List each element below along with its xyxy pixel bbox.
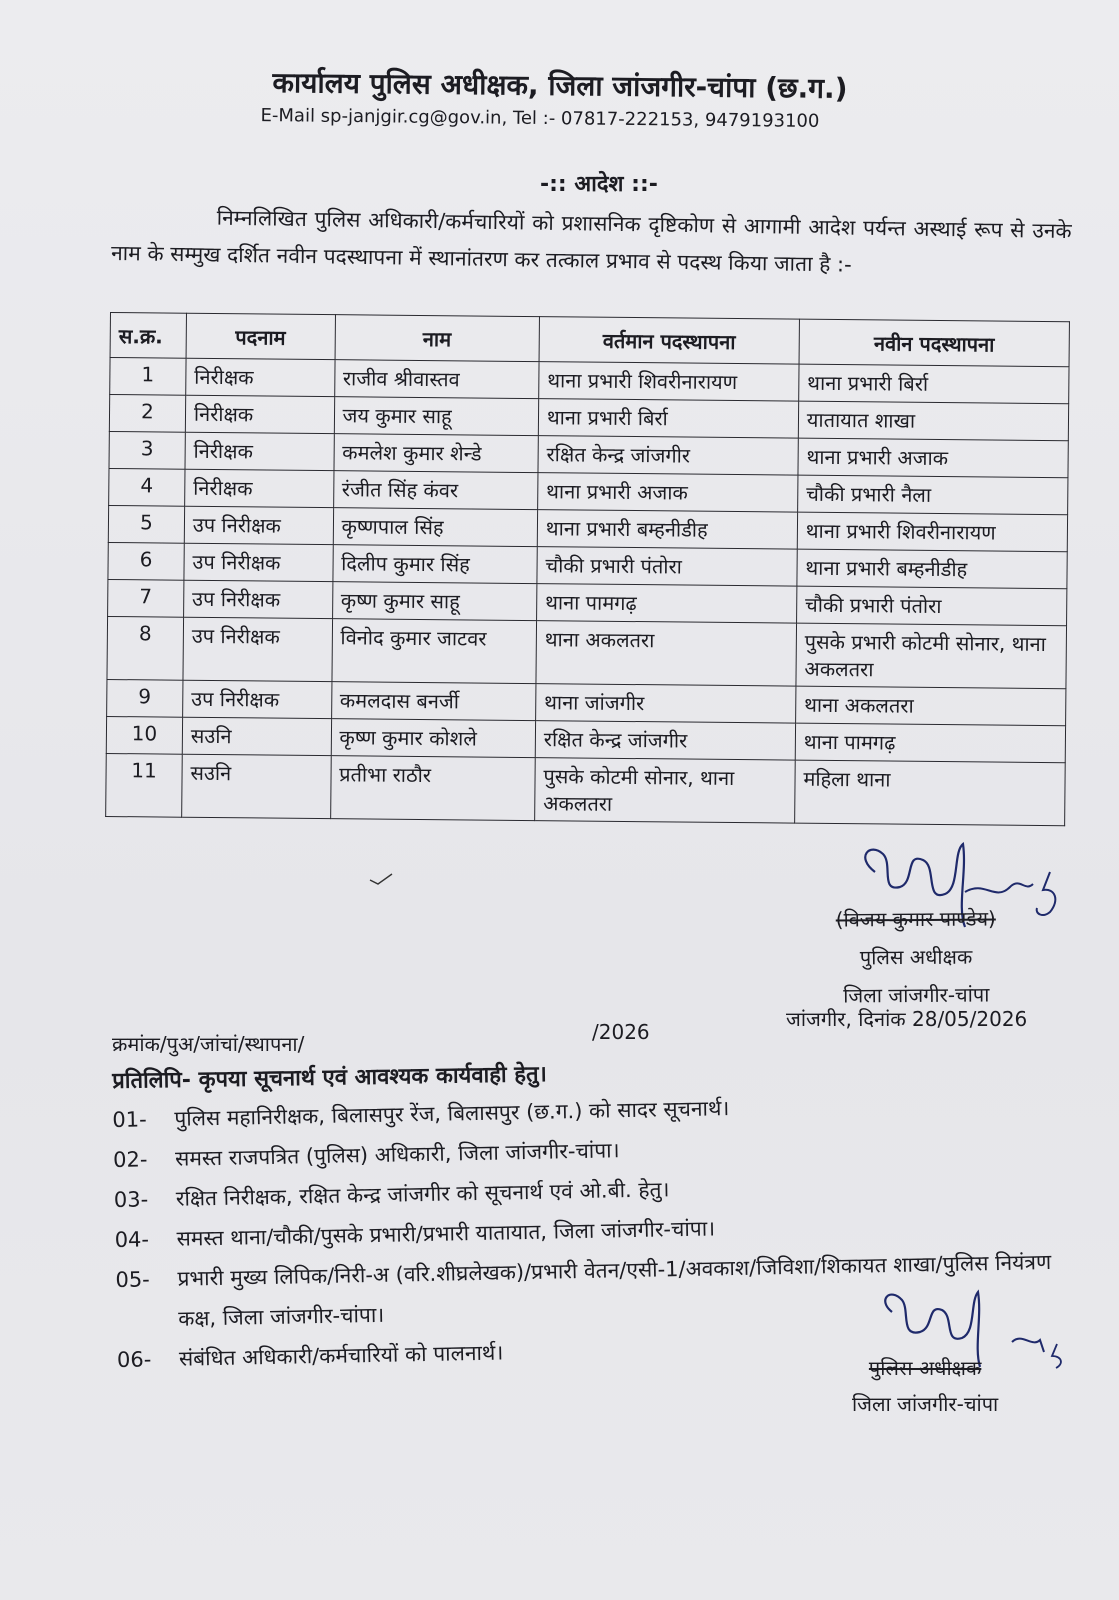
cell-serial: 6 [108, 542, 184, 580]
cell-name: जय कुमार साहू [334, 397, 539, 436]
cell-new-posting: थाना प्रभारी शिवरीनारायण [797, 512, 1067, 552]
signatory-district: जिला जांजगीर-चांपा [843, 982, 990, 1008]
cell-serial: 9 [107, 679, 183, 717]
cell-rank: निरीक्षक [184, 469, 333, 507]
cell-name: कृष्णपाल सिंह [333, 508, 538, 547]
cell-rank: निरीक्षक [185, 432, 334, 470]
office-title: कार्यालय पुलिस अधीक्षक, जिला जांजगीर-चांपा (छ.ग.) [272, 65, 848, 106]
list-item-text: रक्षित निरीक्षक, रक्षित केन्द्र जांजगीर को सूचनार्थ एवं ओ.बी. हेतु। [175, 1177, 670, 1211]
cell-serial: 7 [108, 579, 184, 617]
cell-name: दिलीप कुमार सिंह [332, 545, 537, 584]
list-item-text: समस्त थाना/चौकी/पुसके प्रभारी/प्रभारी यातायात, जिला जांजगीर-चांपा। [176, 1216, 716, 1251]
cell-name: कृष्ण कुमार कोशले [331, 719, 536, 758]
reference-line [112, 1020, 672, 1057]
place-date: जांजगीर, दिनांक 28/05/2026 [786, 1007, 1028, 1031]
reference-year: /2026 [592, 1020, 650, 1044]
cell-current-posting: थाना जांजगीर [536, 684, 796, 723]
cell-rank: उप निरीक्षक [183, 580, 332, 618]
cell-rank: उप निरीक्षक [183, 617, 332, 681]
cell-new-posting: महिला थाना [795, 760, 1066, 826]
cell-rank: सउनि [182, 717, 331, 755]
list-item-text: प्रभारी मुख्य लिपिक/निरी-अ (वरि.शीघ्रलेखक)/प्रभारी वेतन/एसी-1/अवकाश/जिविशा/शिकायत शाखा/पुलिस नियंत्रण कक्ष, जिला जांजगीर-चांपा। [177, 1250, 1052, 1331]
cell-current-posting: रक्षित केन्द्र जांजगीर [538, 436, 798, 475]
cell-new-posting: थाना प्रभारी अजाक [798, 438, 1068, 478]
cell-rank: निरीक्षक [186, 358, 335, 396]
cell-serial: 3 [109, 431, 185, 469]
list-item-number: 02- [112, 1147, 148, 1172]
copy-heading: प्रतिलिपि- कृपया सूचनार्थ एवं आवश्यक कार्यवाही हेतु। [112, 1062, 548, 1094]
signatory-district: जिला जांजगीर-चांपा [852, 1392, 999, 1416]
signatory-designation: पुलिस अधीक्षक [868, 1356, 982, 1380]
cell-serial: 11 [106, 753, 182, 817]
cell-name: प्रतीभा राठौर [330, 756, 535, 821]
order-heading: -:: आदेश ::- [540, 172, 658, 197]
signatory-name: (विजय कुमार पाण्डेय) [835, 906, 996, 932]
cell-current-posting: थाना प्रभारी बिर्रा [538, 399, 798, 438]
transfer-table [105, 312, 1070, 826]
cell-new-posting: पुसके प्रभारी कोटमी सोनार, थाना अकलतरा [796, 623, 1067, 689]
list-item-text: समस्त राजपत्रित (पुलिस) अधिकारी, जिला जांजगीर-चांपा। [174, 1138, 620, 1171]
cell-current-posting: चौकी प्रभारी पंतोरा [537, 547, 797, 586]
signatory-designation: पुलिस अधीक्षक [859, 944, 973, 970]
cell-serial: 5 [108, 505, 184, 543]
signature-block-copy [852, 1350, 998, 1422]
col-header-name: नाम [335, 315, 540, 362]
col-header-current-posting: वर्तमान पदस्थापना [539, 317, 799, 364]
cell-name: कमलेश कुमार शेन्डे [334, 434, 539, 473]
table-row [106, 753, 1066, 825]
list-item-text: संबंधित अधिकारी/कर्मचारियों को पालनार्थ। [178, 1340, 504, 1371]
cell-current-posting: थाना अकलतरा [536, 621, 797, 686]
cell-new-posting: चौकी प्रभारी नैला [797, 475, 1067, 515]
signature-block [836, 899, 997, 1014]
cell-serial: 10 [106, 716, 182, 754]
cell-name: कृष्ण कुमार साहू [332, 582, 537, 621]
cell-new-posting: चौकी प्रभारी पंतोरा [796, 586, 1066, 626]
order-intro-text: निम्नलिखित पुलिस अधिकारी/कर्मचारियों को प्रशासनिक दृष्टिकोण से आगामी आदेश पर्यन्त अस्थाई रूप से उनके नाम के सम्मुख दर्शित नवीन पदस्थापना में स्थानांतरण कर तत्काल प्रभाव से पदस्थ किया जाता है :- [110, 205, 1072, 277]
cell-current-posting: थाना प्रभारी अजाक [538, 473, 798, 512]
cell-name: राजीव श्रीवास्तव [334, 360, 539, 399]
cell-serial: 4 [109, 468, 185, 506]
col-header-new-posting: नवीन पदस्थापना [799, 319, 1070, 367]
cell-new-posting: थाना प्रभारी बम्हनीडीह [797, 549, 1067, 589]
cell-rank: सउनि [182, 754, 331, 818]
col-header-rank: पदनाम [186, 313, 335, 359]
cell-serial: 8 [107, 616, 183, 680]
table-body [106, 358, 1069, 826]
cell-rank: उप निरीक्षक [184, 543, 333, 581]
cell-current-posting: थाना पामगढ़ [536, 584, 796, 623]
list-item-number: 06- [116, 1347, 152, 1372]
cell-current-posting: पुसके कोटमी सोनार, थाना अकलतरा [535, 758, 796, 823]
cell-new-posting: थाना अकलतरा [795, 686, 1065, 726]
office-contact: E-Mail sp-janjgir.cg@gov.in, Tel :- 07817-222153, 9479193100 [260, 105, 820, 132]
cell-rank: उप निरीक्षक [184, 506, 333, 544]
col-header-serial: स.क्र. [110, 313, 186, 359]
list-item-number: 03- [113, 1187, 149, 1212]
pen-mark-icon [368, 872, 398, 892]
cell-serial: 1 [110, 358, 186, 396]
cell-new-posting: थाना प्रभारी बिर्रा [799, 364, 1069, 404]
list-item-text: पुलिस महानिरीक्षक, बिलासपुर रेंज, बिलासपुर (छ.ग.) को सादर सूचनार्थ। [174, 1096, 730, 1131]
cell-current-posting: थाना प्रभारी शिवरीनारायण [539, 362, 799, 401]
cell-new-posting: यातायात शाखा [798, 401, 1068, 441]
cell-name: रंजीत सिंह कंवर [333, 471, 538, 510]
list-item-number: 04- [114, 1227, 150, 1252]
order-intro [111, 198, 1072, 287]
cell-name: विनोद कुमार जाटवर [332, 619, 537, 684]
list-item-number: 01- [112, 1107, 147, 1132]
reference-number: क्रमांक/पुअ/जांचां/स्थापना/ [112, 1032, 305, 1056]
cell-serial: 2 [109, 395, 185, 433]
cell-name: कमलदास बनर्जी [331, 682, 536, 721]
cell-rank: निरीक्षक [185, 395, 334, 433]
cell-new-posting: थाना पामगढ़ [795, 723, 1065, 763]
cell-rank: उप निरीक्षक [182, 680, 331, 718]
table-row [107, 616, 1067, 688]
cell-current-posting: रक्षित केन्द्र जांजगीर [535, 721, 795, 760]
cell-current-posting: थाना प्रभारी बम्हनीडीह [537, 510, 797, 549]
list-item-number: 05- [115, 1267, 150, 1292]
